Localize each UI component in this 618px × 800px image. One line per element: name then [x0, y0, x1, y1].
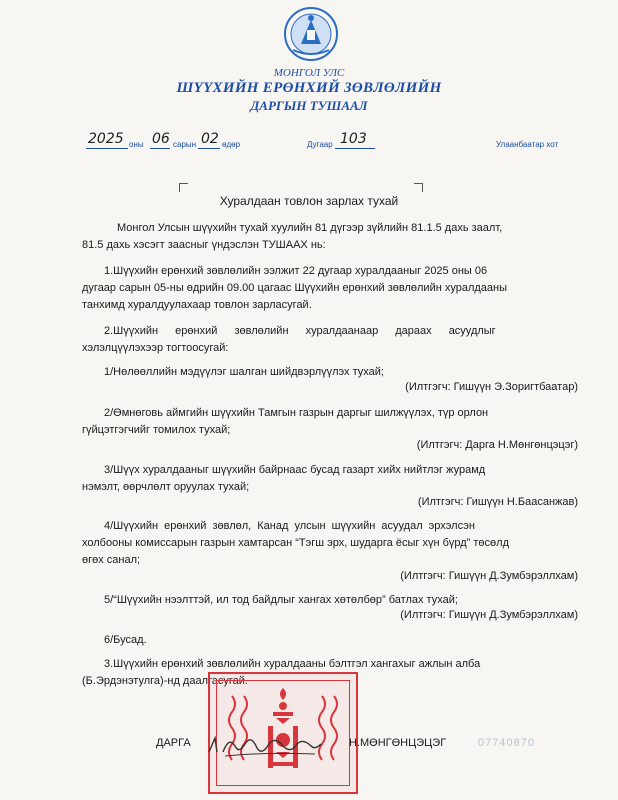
agenda-4-line-2: холбооны комиссарын газрын хамтарсан “Тэгш эрх, шударга ёсыг хүн бүрд” төсөлд	[82, 537, 509, 549]
decree-number: 103	[340, 131, 367, 147]
agenda-3-line-2: нэмэлт, өөрчлөлт оруулах тухай;	[82, 481, 250, 493]
agenda-6: 6/Бусад.	[104, 634, 147, 646]
registration-number: 07740870	[478, 737, 535, 749]
date-year: 2025	[88, 131, 124, 147]
agenda-4-line-3: өгөх санал;	[82, 554, 141, 566]
agenda-3-line-1: 3/Шүүх хуралдааныг шүүхийн байрнаас бусад газарт хийх нийтлэг журамд	[104, 464, 486, 476]
signatory-name: Н.МӨНГӨНЦЭЦЭГ	[349, 737, 447, 749]
agenda-1-reporter: (Илтгэгч: Гишүүн Э.Зоригтбаатар)	[405, 381, 578, 393]
year-label: оны	[129, 140, 144, 149]
number-label: Дугаар	[307, 140, 333, 149]
item-1-line-1: 1.Шүүхийн ерөнхий зөвлөлийн ээлжит 22 дугаар хуралдааныг 2025 оны 06	[104, 265, 488, 277]
intro-line-1: Монгол Улсын шүүхийн тухай хуулийн 81 дүгээр зүйлийн 81.1.5 дахь заалт,	[117, 222, 503, 234]
issuing-office: ШҮҮХИЙН ЕРӨНХИЙ ЗӨВЛӨЛИЙН	[176, 80, 442, 96]
date-month: 06	[152, 131, 170, 147]
date-day: 02	[201, 131, 219, 147]
item-1-line-3: танхимд хуралдуулахаар товлон зарласугай.	[82, 299, 312, 311]
item-2-line-2: хэлэлцүүлэхээр тогтоосугай:	[82, 342, 229, 354]
agenda-5: 5/“Шүүхийн нээлттэй, ил тод байдлыг хангах хөтөлбөр” батлах тухай;	[104, 594, 458, 606]
agenda-3-reporter: (Илтгэгч: Гишүүн Н.Баасанжав)	[417, 496, 578, 508]
country-name: МОНГОЛ УЛС	[273, 67, 345, 79]
agenda-5-reporter: (Илтгэгч: Гишүүн Д.Зумбэрэллхам)	[400, 609, 578, 621]
agenda-2-reporter: (Илтгэгч: Дарга Н.Мөнгөнцэцэг)	[416, 439, 578, 451]
item-3-line-1: 3.Шүүхийн ерөнхий зөвлөлийн хуралдааны бэлтгэл хангахыг ажлын алба	[104, 658, 481, 670]
document-type: ДАРГЫН ТУШААЛ	[250, 98, 368, 113]
agenda-4-line-1: 4/Шүүхийн ерөнхий зөвлөл, Канад улсын шүүхийн асуудал эрхэлсэн	[104, 520, 475, 532]
agenda-2-line-1: 2/Өмнөговь аймгийн шүүхийн Тамгын газрын даргыг шилжүүлэх, түр орлон	[104, 407, 489, 419]
intro-line-2: 81.5 дахь хэсэгт заасныг үндэслэн ТУШААХ нь:	[82, 239, 326, 251]
agenda-2-line-2: гүйцэтгэгчийг томилох тухай;	[82, 424, 231, 436]
state-emblem-icon	[283, 6, 339, 62]
agenda-4-reporter: (Илтгэгч: Гишүүн Д.Зумбэрэллхам)	[400, 570, 578, 582]
day-label: өдөр	[222, 140, 241, 149]
handwritten-signature	[205, 728, 335, 762]
month-label: сарын	[173, 140, 197, 149]
signatory-title: ДАРГА	[156, 737, 191, 749]
city-name: Улаанбаатар хот	[496, 140, 559, 149]
agenda-1: 1/Нөлөөллийн мэдүүлэг шалган шийдвэрлүүлэх тухай;	[104, 366, 384, 378]
item-2-line-1: 2.Шүүхийн ерөнхий зөвлөлийн хуралдаанаар дараах асуудлыг	[104, 325, 496, 337]
item-1-line-2: дугаар сарын 05-ны өдрийн 09.00 цагаас Шүүхийн ерөнхий зөвлөлийн хуралдааны	[82, 282, 508, 294]
decree-title: Хуралдаан товлон зарлах тухай	[219, 194, 399, 208]
item-3-line-2: (Б.Эрдэнэтулга)-нд даалгасугай.	[82, 675, 248, 687]
